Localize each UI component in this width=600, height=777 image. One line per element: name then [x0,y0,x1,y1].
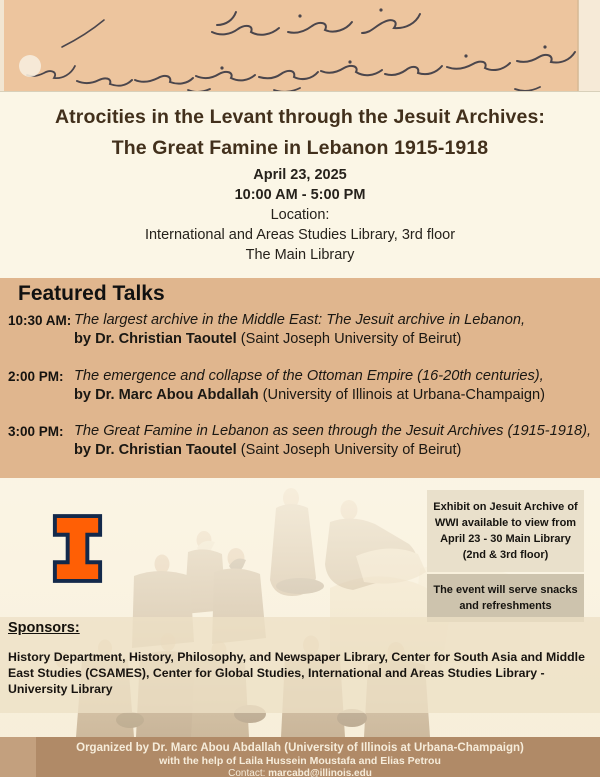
illinois-block-i-logo [48,511,107,586]
talk-item-200pm [8,367,598,405]
talk-time: 3:00 PM: [8,424,64,439]
talk-text [74,422,591,460]
featured-talks-heading: Featured Talks [18,282,165,305]
event-time: 10:00 AM - 5:00 PM [234,187,366,203]
talk-title: The largest archive in the Middle East: The Jesuit archive in Lebanon, [74,312,526,328]
page-title [0,102,600,164]
talk-speaker: by Dr. Christian Taoutel [74,442,237,458]
sponsors-list: History Department, History, Philosophy, and Newspaper Library, Center for South Asia and Middle East Studies (CSAMES), Center for Global Studies, International and Areas Studies Library - University Library [8,650,585,696]
contact-email-link[interactable]: marcabd@illinois.edu [268,768,372,777]
talk-affiliation: (Saint Joseph University of Beirut) [240,442,462,458]
organizer-line: Organized by Dr. Marc Abou Abdallah (University of Illinois at Urbana-Champaign) [76,742,524,754]
sponsors-heading: Sponsors: [8,620,80,636]
exhibit-info-box: Exhibit on Jesuit Archive of WWI available to view from April 23 - 30 Main Library (2nd & 3rd floor) [427,490,584,572]
manuscript-artwork [0,0,600,91]
title-line-2: The Great Famine in Lebanon 1915-1918 [111,137,489,159]
talk-speaker: by Dr. Marc Abou Abdallah [74,387,259,403]
talk-text [74,311,525,349]
location-line-2: The Main Library [245,247,355,263]
historic-photo-section [0,478,600,737]
talk-item-300pm [8,422,598,460]
location-label: Location: [270,207,330,223]
featured-talks-section [0,278,600,478]
event-info [0,165,600,265]
talk-time: 2:00 PM: [8,369,64,384]
talk-affiliation: (Saint Joseph University of Beirut) [240,331,462,347]
talk-text [74,367,545,405]
title-line-1: Atrocities in the Levant through the Jesuit Archives: [55,106,545,128]
sponsors-section [0,617,600,713]
talk-title: The Great Famine in Lebanon as seen through the Jesuit Archives (1915-1918), [74,423,592,439]
hole-punch [19,55,41,77]
event-date: April 23, 2025 [253,167,347,183]
talk-speaker: by Dr. Christian Taoutel [74,331,237,347]
contact-line [0,768,600,777]
talk-affiliation: (University of Illinois at Urbana-Champaign) [262,387,545,403]
footer-bar [0,737,600,777]
contact-label: Contact: [228,768,266,777]
talk-time: 10:30 AM: [8,313,72,328]
talk-title: The emergence and collapse of the Ottoman Empire (16-20th centuries), [74,368,544,384]
talk-item-1030am [8,311,598,349]
snacks-info-box: The event will serve snacks and refreshments [427,574,584,622]
arabic-manuscript-image [0,0,600,92]
helpers-line: with the help of Laila Hussein Moustafa and Elias Petrou [159,755,441,767]
location-line-1: International and Areas Studies Library, 3rd floor [144,227,456,243]
